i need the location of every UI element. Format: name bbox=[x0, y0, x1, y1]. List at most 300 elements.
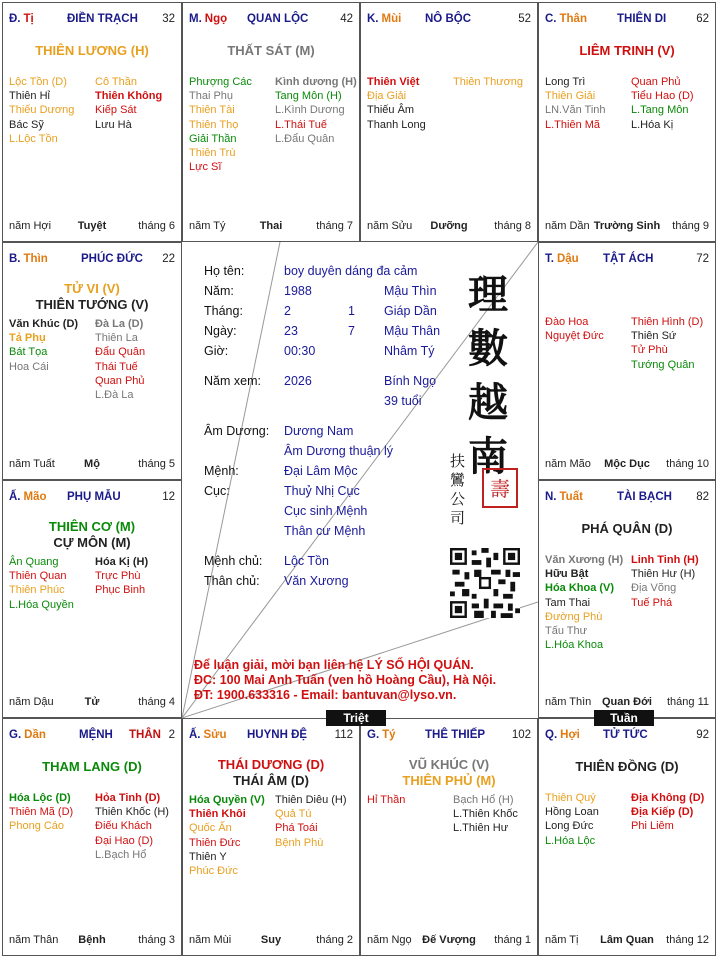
main-star: THÁI DƯƠNG (D) bbox=[217, 757, 325, 772]
calligraphy-char: 理 bbox=[468, 271, 508, 318]
info-value: 1988 bbox=[284, 284, 312, 298]
minor-star: Thiên Quý bbox=[545, 792, 596, 804]
heavenly-stem: Q. bbox=[545, 729, 558, 741]
year-label: năm Thân bbox=[9, 934, 59, 946]
minor-star: L.Đà La bbox=[95, 389, 134, 402]
info-value: 2026 bbox=[284, 374, 312, 388]
minor-star: Thiên Giải bbox=[545, 90, 596, 103]
decade-age: 112 bbox=[334, 729, 353, 741]
signature-char: 司 bbox=[450, 509, 466, 527]
minor-star: Lưu Hà bbox=[95, 118, 132, 131]
palace-footer bbox=[545, 696, 709, 709]
life-stage: Bệnh bbox=[78, 934, 106, 946]
decade-age: 62 bbox=[696, 13, 709, 25]
minor-stars-right bbox=[275, 75, 357, 146]
minor-star: Tam Thai bbox=[545, 596, 591, 609]
palace-name: QUAN LỘC bbox=[247, 13, 309, 25]
month-label: tháng 9 bbox=[672, 220, 709, 232]
minor-stars-left bbox=[9, 75, 74, 146]
decade-age: 42 bbox=[340, 13, 353, 25]
heavenly-stem: G. bbox=[367, 729, 380, 741]
life-stage: Đế Vượng bbox=[422, 934, 476, 946]
month-label: tháng 11 bbox=[666, 696, 709, 708]
minor-star: Hóa Quyền (V) bbox=[189, 794, 265, 806]
palace-footer bbox=[367, 934, 531, 947]
palace-name: TỬ TỨC bbox=[603, 729, 648, 741]
info-label: Họ tên: bbox=[204, 264, 245, 278]
palace-tat-ach bbox=[538, 242, 716, 480]
year-label: năm Tý bbox=[189, 220, 226, 232]
stem-branch bbox=[545, 13, 587, 25]
minor-star: Địa Kiếp (D) bbox=[631, 806, 694, 819]
minor-star: Thiên Việt bbox=[367, 76, 420, 88]
minor-star: Thiên Trù bbox=[189, 147, 236, 160]
year-label: năm Hợi bbox=[9, 220, 52, 232]
year-label: năm Tị bbox=[545, 934, 579, 946]
palace-header bbox=[189, 13, 353, 27]
minor-star: Thiên Thương bbox=[453, 76, 524, 88]
decade-age: 92 bbox=[696, 729, 709, 741]
minor-star: Tấu Thư bbox=[545, 625, 588, 638]
main-star: CỰ MÔN (M) bbox=[53, 535, 131, 550]
palace-footer bbox=[189, 934, 353, 947]
minor-star: Hóa Lộc (D) bbox=[9, 792, 71, 804]
minor-star: Phong Cáo bbox=[9, 820, 65, 833]
minor-star: Đà La (D) bbox=[95, 318, 144, 330]
year-label: năm Mão bbox=[545, 458, 591, 470]
year-label: năm Ngọ bbox=[367, 934, 412, 946]
stem-branch bbox=[9, 13, 34, 25]
info-value: 00:30 bbox=[284, 344, 316, 358]
palace-no-boc bbox=[360, 2, 538, 242]
info-lunar-value: 7 bbox=[348, 324, 355, 338]
minor-star: Thái Tuế bbox=[95, 360, 138, 373]
minor-star: Long Đức bbox=[545, 820, 594, 833]
info-label: Mệnh chủ: bbox=[204, 554, 263, 568]
palace-header bbox=[9, 729, 175, 743]
year-label: năm Thìn bbox=[545, 696, 592, 708]
minor-star: Thai Phụ bbox=[189, 90, 234, 103]
minor-star: Thiên Khôi bbox=[189, 808, 246, 821]
contact-info bbox=[194, 658, 534, 703]
month-label: tháng 6 bbox=[138, 220, 175, 232]
minor-star: Bát Tọa bbox=[9, 346, 48, 359]
minor-stars-left bbox=[545, 315, 604, 343]
palace-header bbox=[545, 253, 709, 267]
month-label: tháng 7 bbox=[316, 220, 353, 232]
minor-stars-right bbox=[631, 791, 704, 834]
stem-branch bbox=[545, 253, 579, 265]
minor-stars-right bbox=[95, 317, 145, 402]
year-label: năm Mùi bbox=[189, 934, 232, 946]
stem-branch bbox=[9, 253, 48, 265]
earthly-branch: Hợi bbox=[560, 729, 580, 741]
minor-star: Nguyệt Đức bbox=[545, 330, 604, 343]
minor-stars-left bbox=[545, 75, 606, 132]
stem-branch bbox=[189, 13, 227, 25]
info-value: Âm Dương thuận lý bbox=[284, 444, 393, 458]
main-star: TỬ VI (V) bbox=[64, 281, 120, 296]
earthly-branch: Ngọ bbox=[204, 13, 228, 25]
palace-quan-loc bbox=[182, 2, 360, 242]
minor-star: Bạch Hổ (H) bbox=[453, 794, 514, 806]
info-label: Thân chủ: bbox=[204, 574, 260, 588]
year-label: năm Dậu bbox=[9, 696, 54, 708]
stem-branch bbox=[367, 729, 396, 741]
minor-star: Địa Võng bbox=[631, 582, 677, 595]
info-canchi: Mậu Thân bbox=[384, 324, 441, 338]
info-value: Thuỷ Nhị Cục bbox=[284, 484, 360, 498]
contact-address: ĐC: 100 Mai Anh Tuấn (ven hồ Hoàng Cầu), Hà Nội. bbox=[194, 673, 497, 687]
heavenly-stem: Đ. bbox=[9, 13, 21, 25]
month-label: tháng 4 bbox=[138, 696, 175, 708]
minor-stars-right bbox=[631, 75, 694, 132]
main-star: THẤT SÁT (M) bbox=[227, 43, 315, 58]
minor-star: Văn Khúc (D) bbox=[9, 318, 79, 330]
palace-footer bbox=[545, 458, 709, 471]
minor-star: Văn Xương (H) bbox=[545, 554, 624, 566]
minor-star: Thiên Hình (D) bbox=[631, 316, 704, 328]
minor-star: L.Hóa Quyền bbox=[9, 598, 74, 611]
minor-stars-left bbox=[545, 553, 623, 652]
life-stage: Mộc Dục bbox=[604, 458, 650, 470]
minor-star: Lộc Tồn (D) bbox=[9, 76, 67, 88]
info-value: Dương Nam bbox=[284, 424, 354, 438]
minor-star: L.Tang Môn bbox=[631, 104, 689, 117]
info-value: Đại Lâm Mộc bbox=[284, 464, 358, 478]
minor-stars-left bbox=[9, 555, 74, 612]
month-label: tháng 12 bbox=[666, 934, 709, 946]
palace-footer bbox=[9, 696, 175, 709]
info-label: Âm Dương: bbox=[204, 424, 270, 438]
minor-star: Tiểu Hao (D) bbox=[631, 90, 694, 103]
life-stage: Lâm Quan bbox=[600, 934, 654, 946]
life-stage: Suy bbox=[260, 934, 282, 946]
main-star: THÁI ÂM (D) bbox=[233, 773, 309, 788]
main-star: VŨ KHÚC (V) bbox=[408, 757, 490, 772]
minor-stars-left bbox=[9, 791, 73, 834]
info-canchi: Giáp Dần bbox=[384, 304, 437, 318]
stem-branch bbox=[189, 729, 227, 741]
minor-stars-left bbox=[367, 793, 405, 807]
info-label: Mệnh: bbox=[204, 464, 239, 478]
palace-footer bbox=[367, 220, 531, 233]
minor-star: Thiên Diêu (H) bbox=[275, 794, 347, 806]
month-label: tháng 2 bbox=[316, 934, 353, 946]
main-star: THIÊN CƠ (M) bbox=[48, 519, 136, 534]
minor-stars-right bbox=[631, 553, 699, 610]
life-stage: Tử bbox=[84, 696, 100, 708]
palace-name: NÔ BỘC bbox=[425, 13, 471, 25]
minor-star: Quốc Ấn bbox=[189, 822, 232, 835]
life-stage: Tuyệt bbox=[77, 220, 107, 232]
decade-age: 52 bbox=[518, 13, 531, 25]
palace-header bbox=[545, 729, 709, 743]
info-value: 2 bbox=[284, 304, 291, 318]
minor-star: Kiếp Sát bbox=[95, 104, 137, 117]
minor-star: Hỏa Tinh (D) bbox=[95, 792, 161, 804]
minor-star: LN.Văn Tinh bbox=[545, 104, 606, 117]
minor-star: Phúc Đức bbox=[189, 865, 238, 878]
minor-star: Hóa Khoa (V) bbox=[545, 582, 615, 595]
palace-the-thiep bbox=[360, 718, 538, 956]
minor-stars-left bbox=[9, 317, 78, 374]
heavenly-stem: N. bbox=[545, 491, 557, 503]
minor-stars-right bbox=[631, 315, 703, 372]
minor-star: Bệnh Phù bbox=[275, 836, 324, 849]
year-label: năm Sửu bbox=[367, 220, 413, 232]
heavenly-stem: K. bbox=[367, 13, 379, 25]
minor-star: Thiên Y bbox=[189, 850, 227, 863]
minor-star: L.Hóa Lộc bbox=[545, 834, 596, 847]
minor-star: Kình dương (H) bbox=[275, 76, 357, 88]
year-label: năm Tuất bbox=[9, 458, 55, 470]
minor-stars-right bbox=[275, 793, 347, 850]
life-stage: Dưỡng bbox=[430, 220, 468, 232]
minor-star: Thiên Hỉ bbox=[9, 90, 50, 103]
minor-star: Thiên Phúc bbox=[9, 584, 65, 597]
decade-age: 102 bbox=[511, 729, 531, 741]
minor-star: Phục Binh bbox=[95, 584, 146, 597]
minor-star: Thanh Long bbox=[367, 118, 426, 131]
signature-char: 鸞 bbox=[450, 471, 466, 489]
contact-phone-email[interactable]: ĐT: 1900.633316 - Email: bantuvan@lyso.vn. bbox=[194, 688, 457, 702]
earthly-branch: Mùi bbox=[381, 13, 402, 25]
info-canchi: Bính Ngọ bbox=[384, 374, 437, 388]
minor-star: Thiếu Âm bbox=[367, 104, 415, 117]
earthly-branch: Tuất bbox=[559, 491, 583, 503]
info-value: Thân cư Mệnh bbox=[284, 524, 366, 538]
life-stage: Thai bbox=[259, 220, 283, 232]
palace-phuc-duc bbox=[2, 242, 182, 480]
info-value: Cục sinh Mệnh bbox=[284, 504, 368, 518]
minor-star: Địa Giải bbox=[367, 90, 407, 103]
decade-age: 22 bbox=[162, 253, 175, 265]
info-label: Cục: bbox=[204, 484, 230, 498]
minor-star: Hữu Bật bbox=[545, 568, 589, 581]
minor-star: L.Thiên Khốc bbox=[453, 808, 518, 821]
earthly-branch: Dần bbox=[24, 729, 46, 741]
palace-menh bbox=[2, 718, 182, 956]
heavenly-stem: C. bbox=[545, 13, 557, 25]
minor-stars-right bbox=[453, 793, 518, 836]
center-info-panel bbox=[182, 242, 538, 718]
palace-name: MỆNH bbox=[79, 729, 113, 741]
palace-tu-tuc bbox=[538, 718, 716, 956]
minor-star: Tang Môn (H) bbox=[275, 90, 342, 103]
qr-code-icon[interactable] bbox=[450, 548, 520, 618]
tuan-marker: Tuần bbox=[594, 710, 654, 726]
minor-star: Hỉ Thần bbox=[367, 794, 406, 806]
stem-branch bbox=[545, 729, 580, 741]
minor-star: Thiên Thọ bbox=[189, 118, 239, 131]
minor-star: L.Thiên Mã bbox=[545, 118, 601, 131]
minor-star: Thiên Hư (H) bbox=[631, 568, 696, 581]
minor-star: Bác Sỹ bbox=[9, 118, 44, 131]
palace-footer bbox=[9, 934, 175, 947]
minor-stars-right bbox=[95, 555, 148, 598]
main-star: THIÊN LƯƠNG (H) bbox=[35, 43, 149, 58]
palace-name: HUYNH ĐỆ bbox=[247, 729, 308, 741]
earthly-branch: Sửu bbox=[203, 729, 227, 741]
stem-branch bbox=[367, 13, 401, 25]
info-value: Văn Xương bbox=[284, 574, 349, 588]
month-label: tháng 1 bbox=[494, 934, 531, 946]
minor-star: L.Thiên Hư bbox=[453, 822, 509, 835]
palace-header bbox=[9, 253, 175, 267]
minor-stars-left bbox=[545, 791, 599, 848]
palace-footer bbox=[545, 934, 709, 947]
minor-star: Hồng Loan bbox=[545, 806, 599, 819]
palace-name: ĐIỀN TRẠCH bbox=[67, 13, 138, 25]
minor-stars-left bbox=[189, 75, 252, 174]
minor-star: Đại Hao (D) bbox=[95, 834, 154, 847]
minor-star: Tướng Quân bbox=[631, 358, 695, 371]
minor-star: Long Trì bbox=[545, 76, 586, 88]
earthly-branch: Tị bbox=[23, 13, 34, 25]
minor-star: Quan Phủ bbox=[631, 76, 681, 88]
palace-footer bbox=[9, 220, 175, 233]
calligraphy-ly-so-viet-nam bbox=[468, 268, 518, 484]
contact-line: Để luận giải, mời bạn liên hệ LÝ SỐ HỘI QUÁN. bbox=[194, 658, 474, 672]
minor-star: L.Đẩu Quân bbox=[275, 132, 335, 145]
minor-star: Tuế Phá bbox=[631, 596, 673, 609]
main-star: THIÊN ĐỒNG (D) bbox=[575, 759, 679, 774]
than-marker: THÂN bbox=[129, 729, 161, 741]
minor-stars-right bbox=[95, 791, 169, 862]
heavenly-stem: B. bbox=[9, 253, 21, 265]
minor-star: Tả Phụ bbox=[9, 332, 46, 345]
year-label: năm Dần bbox=[545, 220, 590, 232]
minor-star: Quan Phủ bbox=[95, 374, 145, 387]
minor-star: Phượng Các bbox=[189, 76, 252, 88]
minor-star: Thiên Sứ bbox=[631, 330, 677, 343]
heavenly-stem: M. bbox=[189, 13, 202, 25]
minor-star: Thiên Không bbox=[95, 90, 163, 103]
minor-star: Đường Phù bbox=[545, 610, 603, 623]
palace-footer bbox=[189, 220, 353, 233]
info-label: Ngày: bbox=[204, 324, 237, 338]
palace-huynh-de bbox=[182, 718, 360, 956]
heavenly-stem: G. bbox=[9, 729, 22, 741]
signature-char: 扶 bbox=[450, 452, 466, 470]
palace-header bbox=[9, 13, 175, 27]
minor-star: Lực Sĩ bbox=[189, 161, 222, 174]
decade-age: 72 bbox=[696, 253, 709, 265]
minor-star: Hoa Cái bbox=[9, 360, 49, 373]
minor-star: L.Hóa Khoa bbox=[545, 639, 604, 652]
minor-stars-right bbox=[453, 75, 523, 89]
info-label: Tháng: bbox=[204, 304, 243, 318]
palace-footer bbox=[9, 458, 175, 471]
minor-star: Thiếu Dương bbox=[9, 104, 75, 117]
palace-name: THIÊN DI bbox=[617, 13, 667, 25]
palace-header bbox=[367, 729, 531, 743]
info-lunar-value: 1 bbox=[348, 304, 355, 318]
calligraphy-char: 越 bbox=[468, 379, 508, 426]
decade-age: 82 bbox=[696, 491, 709, 503]
earthly-branch: Thân bbox=[559, 13, 587, 25]
palace-header bbox=[9, 491, 175, 505]
stem-branch bbox=[545, 491, 583, 503]
month-label: tháng 3 bbox=[138, 934, 175, 946]
minor-star: Đẩu Quân bbox=[95, 346, 146, 359]
calligraphy-char: 南 bbox=[468, 433, 508, 480]
palace-name: TÀI BẠCH bbox=[617, 491, 672, 503]
life-stage: Mộ bbox=[84, 458, 100, 470]
minor-star: Thiên Khốc (H) bbox=[95, 806, 169, 819]
palace-header bbox=[545, 13, 709, 27]
info-label: Năm xem: bbox=[204, 374, 261, 388]
minor-stars-left bbox=[367, 75, 426, 132]
month-label: tháng 5 bbox=[138, 458, 175, 470]
minor-star: Tử Phù bbox=[631, 344, 668, 357]
minor-star: Quả Tú bbox=[275, 808, 312, 821]
minor-star: Giải Thần bbox=[189, 132, 237, 145]
minor-star: L.Lộc Tồn bbox=[9, 132, 58, 145]
palace-header bbox=[367, 13, 531, 27]
life-stage: Trường Sinh bbox=[593, 220, 661, 232]
minor-star: L.Bạch Hổ bbox=[95, 848, 147, 861]
palace-name: TẬT ÁCH bbox=[603, 253, 654, 265]
info-label: Năm: bbox=[204, 284, 234, 298]
minor-stars-left bbox=[189, 793, 265, 878]
minor-star: L.Thái Tuế bbox=[275, 118, 327, 131]
minor-star: Thiên Quan bbox=[9, 570, 67, 583]
month-label: tháng 10 bbox=[666, 458, 709, 470]
info-canchi: 39 tuổi bbox=[384, 394, 422, 408]
earthly-branch: Mão bbox=[23, 491, 47, 503]
stem-branch bbox=[9, 491, 47, 503]
triet-marker: Triệt bbox=[326, 710, 386, 726]
minor-star: Hóa Kị (H) bbox=[95, 556, 149, 568]
heavenly-stem: Ấ. bbox=[9, 491, 21, 503]
palace-name: PHỤ MẪU bbox=[67, 491, 121, 503]
minor-star: Phá Toái bbox=[275, 822, 318, 835]
minor-star: Thiên La bbox=[95, 332, 138, 345]
minor-star: L.Kình Dương bbox=[275, 104, 345, 117]
main-star: PHÁ QUÂN (D) bbox=[581, 521, 673, 536]
decade-age: 2 bbox=[168, 729, 175, 741]
main-star: THIÊN PHỦ (M) bbox=[402, 773, 496, 788]
life-stage: Quan Đới bbox=[602, 696, 652, 708]
minor-star: Điếu Khách bbox=[95, 820, 152, 833]
minor-star: Cô Thần bbox=[95, 76, 137, 88]
minor-star: Thiên Tài bbox=[189, 104, 235, 117]
main-star: LIÊM TRINH (V) bbox=[579, 43, 675, 58]
main-star: THAM LANG (D) bbox=[42, 759, 142, 774]
decade-age: 32 bbox=[162, 13, 175, 25]
signature-char: 公 bbox=[450, 490, 466, 508]
palace-thien-di bbox=[538, 2, 716, 242]
heavenly-stem: Ấ. bbox=[189, 729, 201, 741]
minor-star: L.Hóa Kị bbox=[631, 118, 674, 131]
info-value: boy duyên dáng đa cảm bbox=[284, 264, 418, 278]
info-value: 23 bbox=[284, 324, 298, 338]
info-canchi: Nhâm Tý bbox=[384, 344, 435, 358]
palace-name: PHÚC ĐỨC bbox=[81, 253, 143, 265]
earthly-branch: Tý bbox=[382, 729, 396, 741]
info-value: Lộc Tồn bbox=[284, 554, 329, 568]
info-label: Giờ: bbox=[204, 344, 229, 358]
main-star: THIÊN TƯỚNG (V) bbox=[35, 297, 149, 312]
minor-star: Phi Liêm bbox=[631, 820, 674, 833]
minor-star: Trực Phù bbox=[95, 570, 141, 583]
red-seal-stamp: 壽 bbox=[482, 468, 518, 508]
minor-star: Ân Quang bbox=[9, 556, 59, 568]
stem-branch bbox=[9, 729, 46, 741]
minor-star: Linh Tinh (H) bbox=[631, 554, 699, 566]
